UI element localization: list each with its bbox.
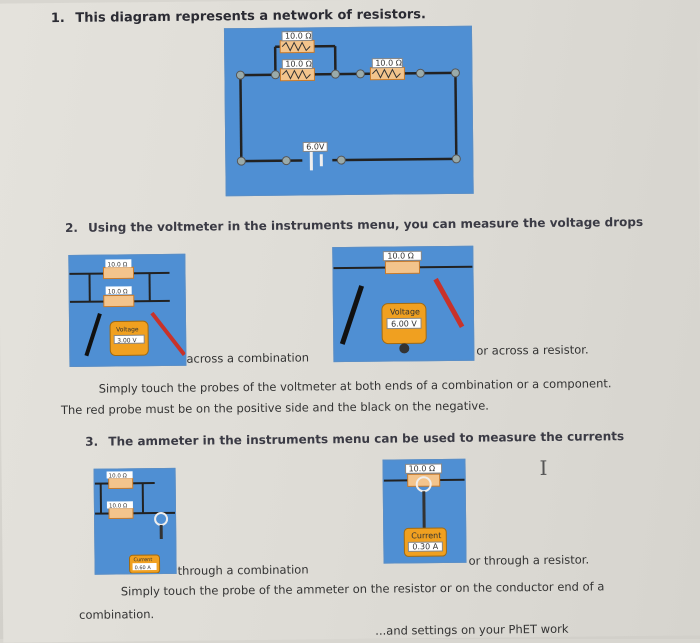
q3-right-meter-title: Current [411,531,441,540]
q1-text: This diagram represents a network of resistors. [75,7,426,26]
q2-left-meter-title: Voltage [116,326,139,333]
q3-left-ammeter-probe [155,513,167,525]
q2-right-black-probe [342,286,363,344]
q2-right-red-probe [436,279,463,327]
q2-right-sim-panel [332,246,474,362]
q2-right-meter-value: 6.00 V [391,319,417,328]
q1-heading [51,7,426,26]
q1-resistor-mid-right-label: 10.0 Ω [375,58,402,67]
q2-note-line1: Simply touch the probes of the voltmeter at both ends of a combination or a component. [99,376,612,395]
q1-battery-label: 6.0V [306,142,325,151]
q1-resistor-mid-right [370,67,404,79]
q2-right-sim [333,247,473,361]
q3-heading [85,429,624,449]
q3-left-r2-label: 10.0 Ω [109,503,127,509]
q2-left-sim [69,255,185,366]
q3-left-sim-panel [94,468,177,575]
q3-left-meter-title: Current [133,557,152,563]
q1-circuit-panel [224,26,474,197]
q3-caption-right: or through a resistor. [468,553,589,568]
q3-left-meter-value: 0.60 A [135,565,152,571]
q3-caption-left: through a combination [178,562,309,577]
q1-resistor-mid-left-label: 10.0 Ω [285,59,312,68]
q1-resistor-top [280,40,314,52]
q2-caption-left: across a combination [186,350,309,365]
text-cursor-icon: Ι [539,456,547,480]
q3-text: The ammeter in the instruments menu can be used to measure the currents [108,429,624,448]
q2-note-line2: The red probe must be on the positive side and the black on the negative. [61,399,489,417]
q1-battery [302,150,332,170]
q3-right-sim [383,460,465,563]
q2-left-red-probe [152,313,184,355]
q2-number: 2. [65,221,78,235]
q3-right-r1-label: 10.0 Ω [409,464,436,473]
q3-note-line1: Simply touch the probe of the ammeter on the resistor or on the conductor end of a [121,579,605,598]
q3-note-line2: combination. [79,607,154,622]
q2-left-meter-value: 3.00 V [117,337,137,344]
q2-caption-right: or across a resistor. [476,343,588,358]
q1-number: 1. [51,11,65,26]
q2-left-sim-panel [68,254,186,367]
q2-right-r1-label: 10.0 Ω [387,251,414,260]
q3-right-meter-value: 0.30 A [412,542,438,551]
q3-left-sim [95,469,176,574]
q2-left-r2-label: 10.0 Ω [108,288,128,295]
q2-left-black-probe [86,314,100,356]
q3-number: 3. [85,435,98,449]
q2-heading [65,215,643,235]
q1-circuit-diagram [225,27,473,196]
q2-right-meter-title: Voltage [390,307,420,316]
q1-resistor-mid-left [280,68,314,80]
q2-text: Using the voltmeter in the instruments menu, you can measure the voltage drops [88,215,643,235]
q3-right-sim-panel [382,459,466,564]
q3-left-r1-label: 10.0 Ω [109,473,127,479]
q2-left-r1-label: 10.0 Ω [107,261,127,268]
q1-resistor-top-label: 10.0 Ω [285,31,312,40]
q3-cut-off-text: ...and settings on your PhET work [375,622,568,638]
